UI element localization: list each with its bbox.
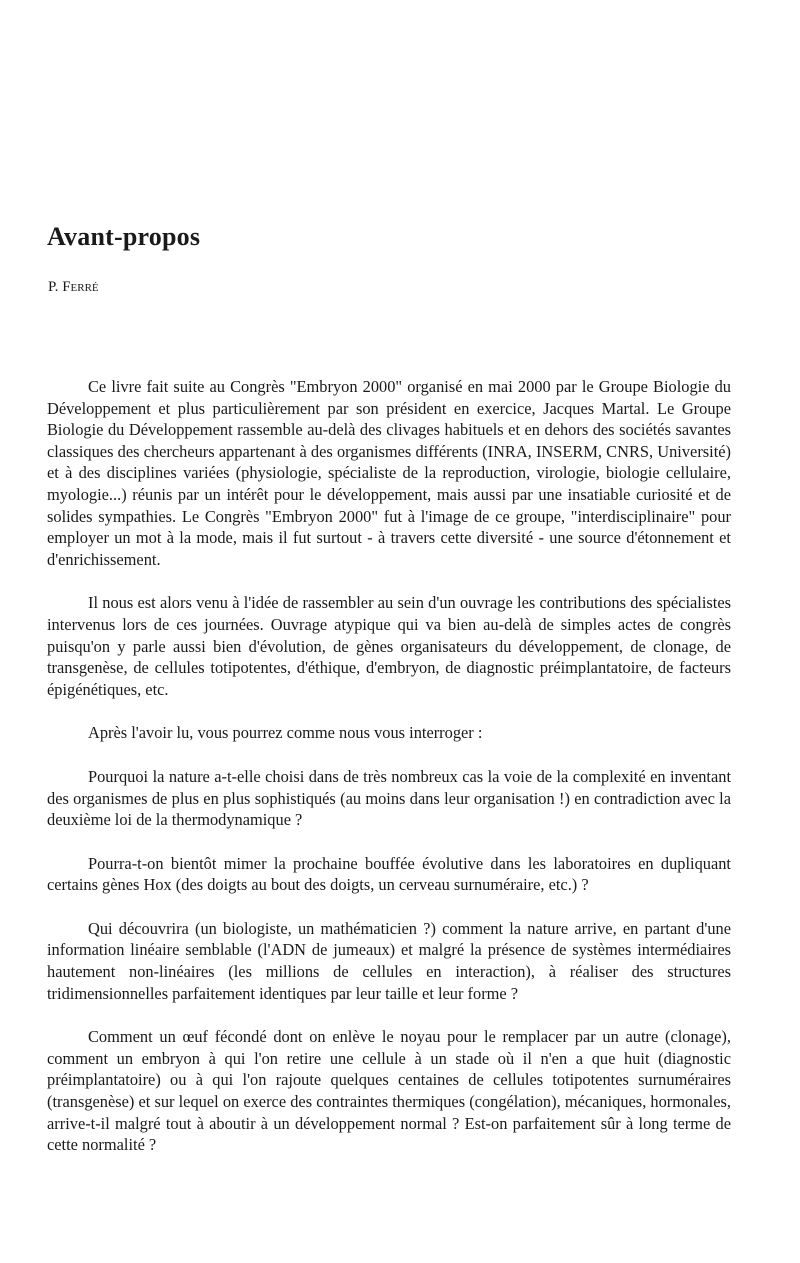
paragraph-3: Après l'avoir lu, vous pourrez comme nous vous interroger : xyxy=(88,723,483,743)
paragraph-6: Qui découvrira (un biologiste, un mathématicien ?) comment la nature arrive, en partant d'une information linéaire semblable (l'ADN de jumeaux) et malgré la présence de systèmes intermédiaires hautement non-linéaires (les millions de cellules en interaction), à réaliser des structures tridimensionnelles parfaitement identiques par leur taille et leur forme ? xyxy=(47,918,731,1003)
paragraph-4: Pourquoi la nature a-t-elle choisi dans de très nombreux cas la voie de la complexité en inventant des organismes de plus en plus sophistiqués (au moins dans leur organisation !) en contradiction avec la deuxième loi de la thermodynamique ? xyxy=(47,766,731,830)
paragraph-1: Ce livre fait suite au Congrès "Embryon 2000" organisé en mai 2000 par le Groupe Biologie du Développement et plus particulièrement par son président en exercice, Jacques Martal. Le Groupe Biologie du Développement rassemble au-delà des clivages habituels et en dehors des sociétés savantes classiques des chercheurs appartenant à des organismes différents (INRA, INSERM, CNRS, Université) et à des disciplines variées (physiologie, spécialiste de la reproduction, virologie, biologie cellulaire, myologie...) réunis par un intérêt pour le développement, mais aussi par une insatiable curiosité et de solides sympathies. Le Congrès "Embryon 2000" fut à l'image de ce groupe, "interdisciplinaire" pour employer un mot à la mode, mais il fut surtout - à travers cette diversité - une source d'étonnement et d'enrichissement. xyxy=(47,377,731,569)
body-text xyxy=(47,376,731,1178)
paragraph-7: Comment un œuf fécondé dont on enlève le noyau pour le remplacer par un autre (clonage), comment un embryon à qui l'on retire une cellule à un stade où il n'en a que huit (diagnostic préimplantatoire) ou à qui l'on rajoute quelques centaines de cellules totipotentes surnuméraires (transgenèse) et sur lequel on exerce des contraintes thermiques (congélation), mécaniques, hormonales, arrive-t-il malgré tout à aboutir à un développement normal ? Est-on parfaitement sûr à long terme de cette normalité ? xyxy=(47,1027,731,1155)
author-line xyxy=(48,279,99,296)
page-title: Avant-propos xyxy=(47,222,201,251)
paragraph-2: Il nous est alors venu à l'idée de rassembler au sein d'un ouvrage les contributions des spécialistes intervenus lors de ces journées. Ouvrage atypique qui va bien au-delà de simples actes de congrès puisqu'on y parle aussi bien d'évolution, de gènes organisateurs du développement, de clonage, de transgenèse, de cellules totipotentes, d'éthique, d'embryon, de diagnostic préimplantatoire, de facteurs épigénétiques, etc. xyxy=(47,593,731,699)
paragraph-5: Pourra-t-on bientôt mimer la prochaine bouffée évolutive dans les laboratoires en dupliquant certains gènes Hox (des doigts au bout des doigts, un cerveau surnuméraire, etc.) ? xyxy=(47,853,731,895)
author-initial: P. xyxy=(48,279,59,295)
author-surname: Ferré xyxy=(62,279,99,295)
